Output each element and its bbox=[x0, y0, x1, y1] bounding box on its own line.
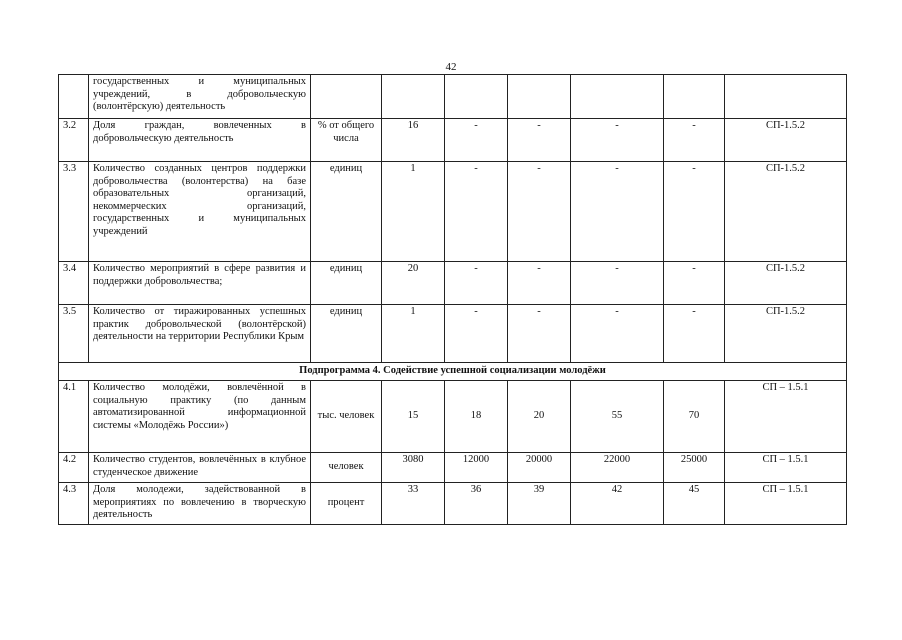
value-cell: 42 bbox=[571, 483, 664, 525]
value-cell: - bbox=[445, 162, 508, 262]
value-cell: 20 bbox=[382, 262, 445, 305]
value-cell: 15 bbox=[382, 381, 445, 453]
program-code: СП – 1.5.1 bbox=[725, 453, 847, 483]
program-code bbox=[725, 75, 847, 119]
value-cell bbox=[664, 75, 725, 119]
row-number: 4.1 bbox=[59, 381, 89, 453]
unit-cell: единиц bbox=[311, 262, 382, 305]
value-cell: - bbox=[571, 262, 664, 305]
indicator-name: государственных и муниципальных учреждений, в добровольческую (волонтёрскую) деятельность bbox=[89, 75, 311, 119]
indicator-name: Количество созданных центров поддержки добровольчества (волонтерства) на базе образовательных организаций, некоммерческих организаций, государственных и муниципальных учреждений bbox=[89, 162, 311, 262]
value-cell: - bbox=[571, 119, 664, 162]
unit-cell: процент bbox=[311, 483, 382, 525]
value-cell: - bbox=[445, 119, 508, 162]
value-cell: - bbox=[508, 262, 571, 305]
page-number: 42 bbox=[445, 61, 457, 73]
value-cell: - bbox=[508, 162, 571, 262]
table-row bbox=[59, 305, 847, 363]
table-row bbox=[59, 381, 847, 453]
indicator-name: Количество студентов, вовлечённых в клубное студенческое движение bbox=[89, 453, 311, 483]
unit-cell bbox=[311, 75, 382, 119]
value-cell: 22000 bbox=[571, 453, 664, 483]
table-row bbox=[59, 119, 847, 162]
subprogram-header-row bbox=[59, 363, 847, 381]
value-cell: 55 bbox=[571, 381, 664, 453]
value-cell: - bbox=[445, 305, 508, 363]
table-row bbox=[59, 483, 847, 525]
indicators-table bbox=[58, 74, 847, 525]
table-row bbox=[59, 453, 847, 483]
row-number: 3.4 bbox=[59, 262, 89, 305]
value-cell: - bbox=[571, 162, 664, 262]
value-cell: 20 bbox=[508, 381, 571, 453]
table-row bbox=[59, 262, 847, 305]
unit-cell: человек bbox=[311, 453, 382, 483]
value-cell bbox=[508, 75, 571, 119]
value-cell: 39 bbox=[508, 483, 571, 525]
value-cell: 1 bbox=[382, 162, 445, 262]
subprogram-title: Подпрограмма 4. Содействие успешной социализации молодёжи bbox=[59, 363, 847, 381]
value-cell: - bbox=[508, 305, 571, 363]
value-cell: 70 bbox=[664, 381, 725, 453]
row-number: 4.2 bbox=[59, 453, 89, 483]
unit-cell: тыс. человек bbox=[311, 381, 382, 453]
indicator-name: Доля молодежи, задействованной в мероприятиях по вовлечению в творческую деятельность bbox=[89, 483, 311, 525]
program-code: СП-1.5.2 bbox=[725, 162, 847, 262]
value-cell: 20000 bbox=[508, 453, 571, 483]
value-cell: 3080 bbox=[382, 453, 445, 483]
value-cell bbox=[382, 75, 445, 119]
program-code: СП-1.5.2 bbox=[725, 262, 847, 305]
indicator-name: Количество мероприятий в сфере развития и поддержки добровольчества; bbox=[89, 262, 311, 305]
indicator-name: Количество молодёжи, вовлечённой в социальную практику (по данным автоматизированной информационной системы «Молодёжь России») bbox=[89, 381, 311, 453]
indicator-name: Доля граждан, вовлеченных в добровольческую деятельность bbox=[89, 119, 311, 162]
value-cell: - bbox=[508, 119, 571, 162]
table-row bbox=[59, 75, 847, 119]
value-cell: 33 bbox=[382, 483, 445, 525]
value-cell: 45 bbox=[664, 483, 725, 525]
indicator-name: Количество от тиражированных успешных практик добровольческой (волонтёрской) деятельности на территории Республики Крым bbox=[89, 305, 311, 363]
row-number: 4.3 bbox=[59, 483, 89, 525]
value-cell: - bbox=[571, 305, 664, 363]
value-cell bbox=[571, 75, 664, 119]
unit-cell: % от общего числа bbox=[311, 119, 382, 162]
value-cell: 1 bbox=[382, 305, 445, 363]
program-code: СП-1.5.2 bbox=[725, 119, 847, 162]
value-cell bbox=[445, 75, 508, 119]
row-number: 3.2 bbox=[59, 119, 89, 162]
value-cell: 36 bbox=[445, 483, 508, 525]
value-cell: 16 bbox=[382, 119, 445, 162]
row-number: 3.3 bbox=[59, 162, 89, 262]
row-number bbox=[59, 75, 89, 119]
unit-cell: единиц bbox=[311, 162, 382, 262]
value-cell: - bbox=[445, 262, 508, 305]
program-code: СП – 1.5.1 bbox=[725, 483, 847, 525]
table-row bbox=[59, 162, 847, 262]
value-cell: 18 bbox=[445, 381, 508, 453]
unit-cell: единиц bbox=[311, 305, 382, 363]
value-cell: - bbox=[664, 262, 725, 305]
value-cell: - bbox=[664, 162, 725, 262]
row-number: 3.5 bbox=[59, 305, 89, 363]
value-cell: - bbox=[664, 305, 725, 363]
value-cell: 25000 bbox=[664, 453, 725, 483]
program-code: СП-1.5.2 bbox=[725, 305, 847, 363]
program-code: СП – 1.5.1 bbox=[725, 381, 847, 453]
value-cell: 12000 bbox=[445, 453, 508, 483]
value-cell: - bbox=[664, 119, 725, 162]
